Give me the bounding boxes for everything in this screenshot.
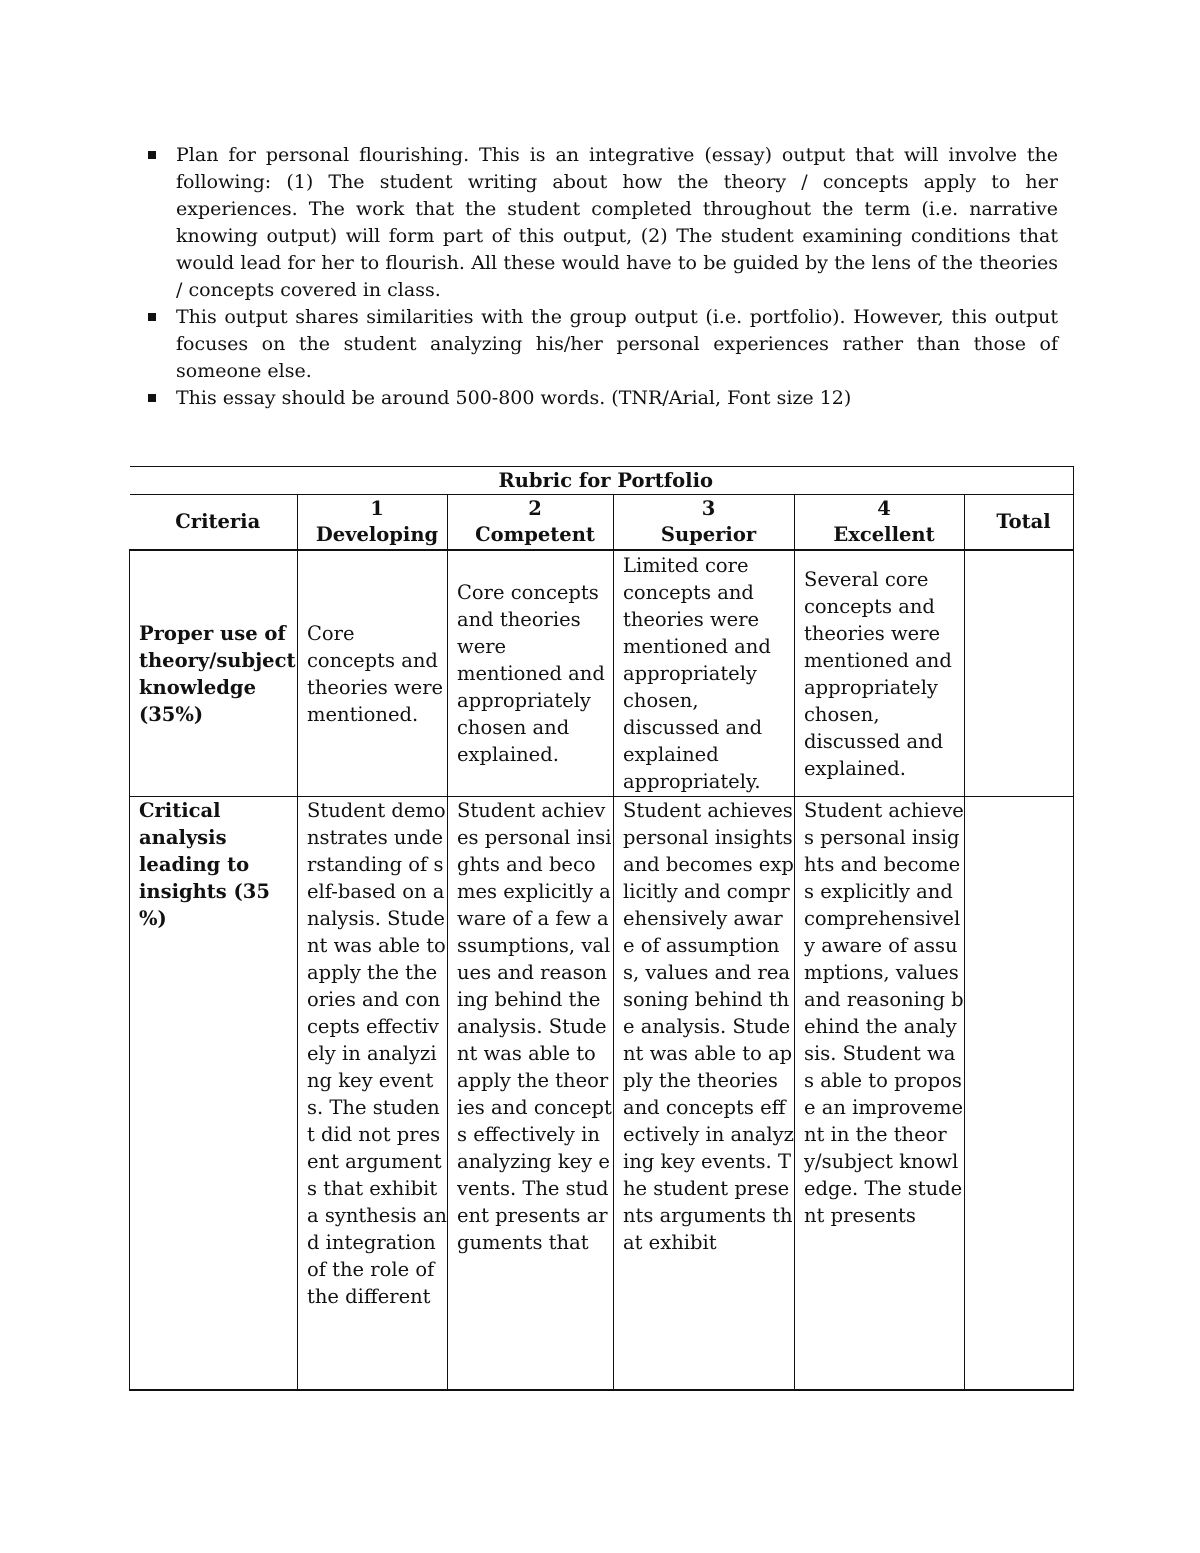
level-number: 3 xyxy=(701,497,716,520)
bullet-text: Plan for personal flourishing. This is an integrative (essay) output that will involve the following: (1) The student writing about how the theory / concepts apply to her experiences. The work that the student completed throughout the term (i.e. narrative knowing output) will form part of this output, (2) The student examining conditions that would lead for her to flourish. All these would have to be guided by the lens of the theories / concepts covered in class. xyxy=(176,144,1058,301)
bullet-text: This essay should be around 500-800 words. (TNR/Arial, Font size 12) xyxy=(176,387,852,409)
table-row xyxy=(130,797,1074,1391)
level-name: Excellent xyxy=(833,523,935,546)
level-name: Developing xyxy=(315,523,439,546)
level-header-developing xyxy=(298,495,448,551)
rubric-cell xyxy=(298,797,448,1391)
rubric-table xyxy=(129,466,1074,1391)
bullet-item xyxy=(146,385,1058,412)
instruction-list xyxy=(146,142,1058,412)
criterion-cell: Proper use of theory/subject knowledge (35%) xyxy=(130,550,298,797)
cell-text: Core concepts and theories were mentioned and appropriately chosen and explained. xyxy=(457,581,605,766)
cell-text: Core concepts and theories were mentioned. xyxy=(307,621,444,726)
criteria-header: Criteria xyxy=(130,495,298,551)
level-number: 1 xyxy=(370,497,384,520)
square-bullet-icon xyxy=(148,394,156,402)
level-header-competent xyxy=(448,495,614,551)
criterion-cell xyxy=(130,797,298,1391)
rubric-cell xyxy=(795,550,965,797)
level-name: Superior xyxy=(660,523,757,546)
total-cell xyxy=(965,797,1074,1391)
rubric-cell xyxy=(614,550,795,797)
square-bullet-icon xyxy=(148,151,156,159)
bullet-item xyxy=(146,142,1058,304)
rubric-cell xyxy=(614,797,795,1391)
cell-text: Student achieves personal insights and becomes explicitly and comprehensively aware of assumptions, values and reasoning behind the analysis. Student was able to propose an improvement in the theory/subject knowledge. The student presents xyxy=(804,799,964,1227)
level-number: 2 xyxy=(528,497,542,520)
cell-text: Student achieves personal insights and becomes explicitly and comprehensively aware of assumptions, values and reasoning behind the analysis. Student was able to apply the theories and concepts effectively in analyzing key events. The student presents arguments that exhibit xyxy=(623,799,794,1254)
cell-text: Student demonstrates understanding of self-based on analysis. Student was able to apply the theories and concepts effectively in analyzing key events. The student did not present arguments that exhibit a synthesis and integration of the role of the different xyxy=(307,799,447,1308)
rubric-title-row xyxy=(130,467,1074,495)
rubric-title: Rubric for Portfolio xyxy=(130,467,1074,495)
level-header-superior xyxy=(614,495,795,551)
rubric-cell xyxy=(448,797,614,1391)
rubric-header-row xyxy=(130,495,1074,551)
cell-text: Limited core concepts and theories were mentioned and appropriately chosen, discussed and explained appropriately. xyxy=(623,554,771,793)
table-row xyxy=(130,550,1074,797)
total-cell xyxy=(965,550,1074,797)
rubric-cell xyxy=(795,797,965,1391)
criterion-text: Critical analysis leading to insights (35 %) xyxy=(139,799,270,930)
level-number: 4 xyxy=(877,497,891,520)
rubric-cell xyxy=(448,550,614,797)
level-name: Competent xyxy=(475,523,595,546)
bullet-item xyxy=(146,304,1058,385)
cell-text: Several core concepts and theories were mentioned and appropriately chosen, discussed and explained. xyxy=(804,567,952,780)
total-header: Total xyxy=(965,495,1074,551)
rubric-cell xyxy=(298,550,448,797)
square-bullet-icon xyxy=(148,313,156,321)
bullet-text: This output shares similarities with the group output (i.e. portfolio). However, this output focuses on the student analyzing his/her personal experiences rather than those of someone else. xyxy=(176,306,1058,382)
level-header-excellent xyxy=(795,495,965,551)
cell-text: Student achieves personal insights and becomes explicitly aware of a few assumptions, values and reasoning behind the analysis. Student was able to apply the theories and concepts effectively in analyzing key events. The student presents arguments that xyxy=(457,799,612,1254)
